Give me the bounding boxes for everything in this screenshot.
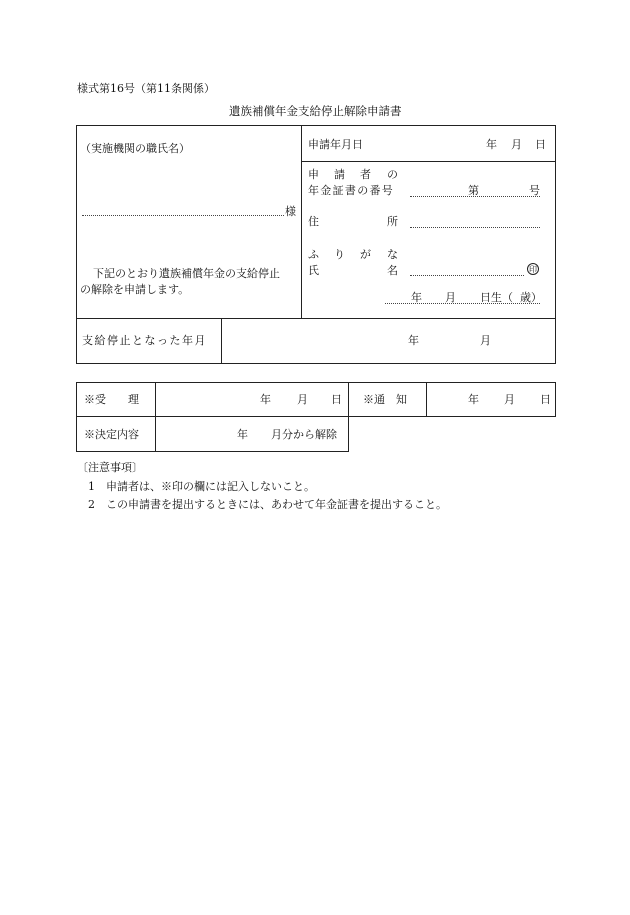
furigana-label-char: な [387, 248, 398, 261]
note-text: 申請者は、※印の欄には記入しないこと。 [106, 480, 315, 493]
receipt-year: 年 [260, 393, 271, 406]
suspension-label: 支給停止となった年月 [82, 334, 207, 347]
applicant-label-char: 申 [308, 168, 319, 181]
addressee-field[interactable] [82, 215, 284, 216]
birth-year: 年 [411, 291, 422, 304]
seal-icon: 印 [529, 265, 537, 274]
suspension-year: 年 [408, 334, 419, 347]
birth-age: 歳） [520, 291, 542, 304]
pension-cert-label: 年金証書の番号 [308, 184, 395, 197]
decision-label: ※決定内容 [84, 428, 139, 441]
address-label-char: 住 [308, 215, 319, 228]
decision-text: 月分から解除 [271, 428, 337, 441]
furigana-label-char: り [334, 248, 345, 261]
address-field[interactable] [410, 227, 540, 228]
notice-day: 日 [540, 393, 551, 406]
applicant-label-char: の [387, 168, 398, 181]
honorific: 様 [285, 205, 296, 218]
application-date-label: 申請年月日 [308, 138, 363, 151]
furigana-label-char: ふ [308, 248, 319, 261]
date-month: 月 [511, 138, 522, 151]
statement-line-1: 下記のとおり遺族補償年金の支給停止 [93, 267, 280, 280]
furigana-label-char: が [360, 248, 371, 261]
birth-month: 月 [445, 291, 456, 304]
applicant-label-char: 請 [334, 168, 345, 181]
notice-month: 月 [504, 393, 515, 406]
suspension-month: 月 [480, 334, 491, 347]
note-text: この申請書を提出するときには、あわせて年金証書を提出すること。 [106, 498, 447, 511]
receipt-day: 日 [331, 393, 342, 406]
name-label-char: 名 [387, 264, 398, 277]
name-label-char: 氏 [308, 264, 319, 277]
form-title: 遺族補償年金支給停止解除申請書 [229, 104, 402, 118]
birth-date-field[interactable] [385, 303, 540, 304]
date-day: 日 [535, 138, 546, 151]
decision-year: 年 [237, 428, 248, 441]
date-year: 年 [486, 138, 497, 151]
receipt-label: ※受 理 [84, 393, 139, 406]
notice-year: 年 [468, 393, 479, 406]
form-number: 様式第16号（第11条関係） [77, 82, 215, 95]
addressee-label: （実施機関の職氏名） [80, 142, 190, 155]
receipt-month: 月 [297, 393, 308, 406]
statement-line-2: の解除を申請します。 [80, 283, 190, 296]
cert-no-suffix: 号 [529, 184, 540, 197]
office-use-table [76, 382, 556, 417]
note-number: 2 [88, 498, 95, 511]
cert-no-prefix: 第 [468, 184, 479, 197]
birth-day-born: 日生（ [480, 291, 513, 304]
notice-label: ※通 知 [363, 393, 407, 406]
notes-heading: 〔注意事項〕 [77, 461, 143, 474]
address-label-char: 所 [387, 215, 398, 228]
name-field[interactable] [410, 275, 524, 276]
note-number: 1 [88, 480, 95, 493]
applicant-label-char: 者 [360, 168, 371, 181]
